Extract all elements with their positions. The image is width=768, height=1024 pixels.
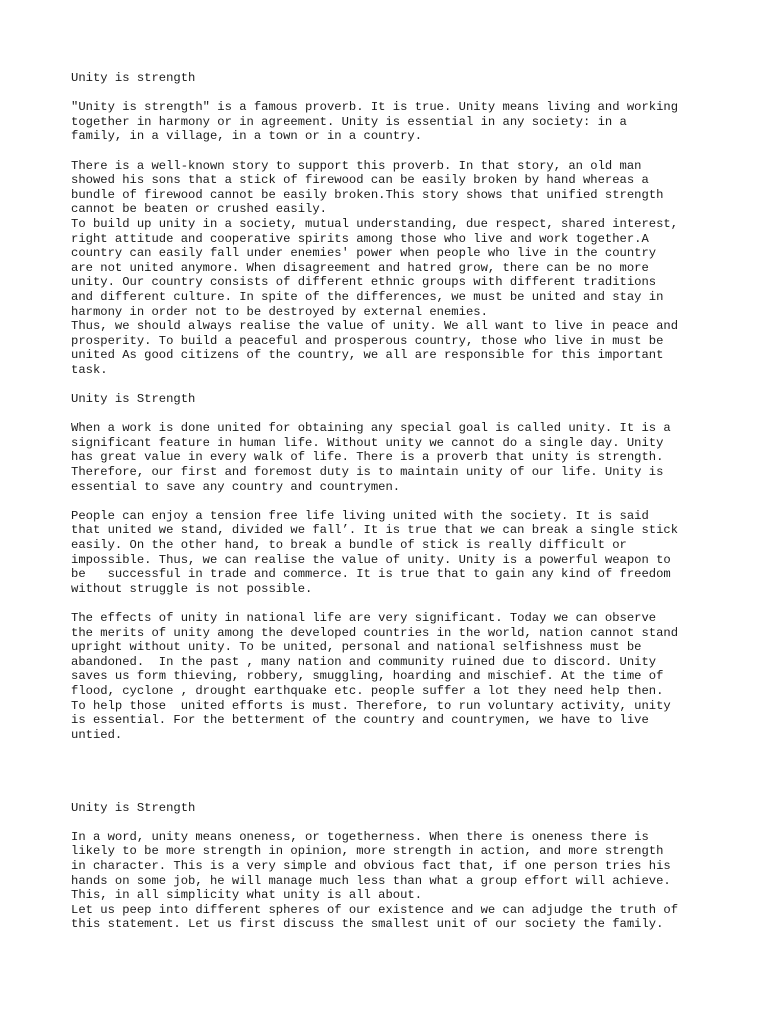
section-title: Unity is Strength bbox=[71, 392, 196, 407]
text-line: united As good citizens of the country, we all are responsible for this important bbox=[71, 348, 664, 363]
paragraph bbox=[71, 100, 711, 144]
text-line: unity. Our country consists of different ethnic groups with different traditions bbox=[71, 275, 657, 290]
text-line: showed his sons that a stick of firewood can be easily broken by hand whereas a bbox=[71, 173, 649, 188]
text-line: This, in all simplicity what unity is all about. bbox=[71, 888, 423, 903]
text-line: "Unity is strength" is a famous proverb. It is true. Unity means living and working bbox=[71, 100, 679, 115]
section-title: Unity is strength bbox=[71, 71, 196, 85]
text-line: harmony in order not to be destroyed by external enemies. bbox=[71, 304, 488, 319]
paragraph bbox=[71, 159, 711, 378]
text-line: cannot be beaten or crushed easily. bbox=[71, 202, 327, 217]
text-line: saves us form thieving, robbery, smuggling, hoarding and mischief. At the time of bbox=[71, 669, 664, 684]
section-1 bbox=[71, 71, 711, 377]
text-line: There is a well-known story to support this proverb. In that story, an old man bbox=[71, 158, 642, 173]
text-line: hands on some job, he will manage much less than what a group effort will achieve. bbox=[71, 873, 671, 888]
text-line: and different culture. In spite of the differences, we must be united and stay in bbox=[71, 289, 664, 304]
text-line: country can easily fall under enemies' power when people who live in the country bbox=[71, 246, 657, 261]
text-line: abandoned. In the past , many nation and community ruined due to discord. Unity bbox=[71, 654, 657, 669]
text-line: the merits of unity among the developed countries in the world, nation cannot stand bbox=[71, 625, 679, 640]
text-line: family, in a village, in a town or in a country. bbox=[71, 129, 423, 144]
text-line: The effects of unity in national life are very significant. Today we can observe bbox=[71, 610, 657, 625]
text-line: Therefore, our first and foremost duty is to maintain unity of our life. Unity is bbox=[71, 465, 664, 480]
text-line: flood, cyclone , drought earthquake etc. people suffer a lot they need help then. bbox=[71, 683, 664, 698]
document-page bbox=[71, 71, 711, 932]
text-line: untied. bbox=[71, 727, 123, 742]
text-line: significant feature in human life. Without unity we cannot do a single day. Unity bbox=[71, 435, 664, 450]
text-line: together in harmony or in agreement. Unity is essential in any society: in a bbox=[71, 114, 627, 129]
text-line: in character. This is a very simple and obvious fact that, if one person tries his bbox=[71, 859, 671, 874]
text-line: To build up unity in a society, mutual understanding, due respect, shared interest, bbox=[71, 216, 679, 231]
text-line: Thus, we should always realise the value of unity. We all want to live in peace and bbox=[71, 319, 679, 334]
text-line: this statement. Let us first discuss the smallest unit of our society the family. bbox=[71, 917, 664, 932]
text-line: right attitude and cooperative spirits among those who live and work together.A bbox=[71, 231, 649, 246]
paragraph bbox=[71, 830, 711, 932]
text-line: People can enjoy a tension free life living united with the society. It is said bbox=[71, 508, 649, 523]
text-line: that united we stand, divided we fall’. It is true that we can break a single stick bbox=[71, 523, 679, 538]
text-line: To help those united efforts is must. Therefore, to run voluntary activity, unity bbox=[71, 698, 671, 713]
text-line: Let us peep into different spheres of our existence and we can adjudge the truth of bbox=[71, 902, 679, 917]
text-line: upright without unity. To be united, personal and national selfishness must be bbox=[71, 640, 642, 655]
text-line: essential to save any country and countrymen. bbox=[71, 479, 401, 494]
paragraph bbox=[71, 421, 711, 494]
section-3 bbox=[71, 801, 711, 932]
text-line: task. bbox=[71, 362, 108, 377]
section-title: Unity is Strength bbox=[71, 800, 196, 815]
text-line: be successful in trade and commerce. It is true that to gain any kind of freedom bbox=[71, 567, 671, 582]
text-line: bundle of firewood cannot be easily broken.This story shows that unified strength bbox=[71, 187, 664, 202]
text-line: likely to be more strength in opinion, more strength in action, and more strength bbox=[71, 844, 664, 859]
text-line: easily. On the other hand, to break a bundle of stick is really difficult or bbox=[71, 538, 627, 552]
text-line: impossible. Thus, we can realise the value of unity. Unity is a powerful weapon to bbox=[71, 552, 671, 567]
text-line: is essential. For the betterment of the country and countrymen, we have to live bbox=[71, 713, 649, 728]
text-line: without struggle is not possible. bbox=[71, 581, 313, 596]
text-line: prosperity. To build a peaceful and prosperous country, those who live in must be bbox=[71, 333, 664, 348]
section-2 bbox=[71, 392, 711, 742]
paragraph bbox=[71, 611, 711, 742]
paragraph bbox=[71, 509, 711, 597]
text-line: When a work is done united for obtaining any special goal is called unity. It is a bbox=[71, 421, 671, 436]
text-line: are not united anymore. When disagreement and hatred grow, there can be no more bbox=[71, 260, 649, 275]
text-line: In a word, unity means oneness, or togetherness. When there is oneness there is bbox=[71, 829, 649, 844]
text-line: has great value in every walk of life. There is a proverb that unity is strength. bbox=[71, 450, 664, 465]
